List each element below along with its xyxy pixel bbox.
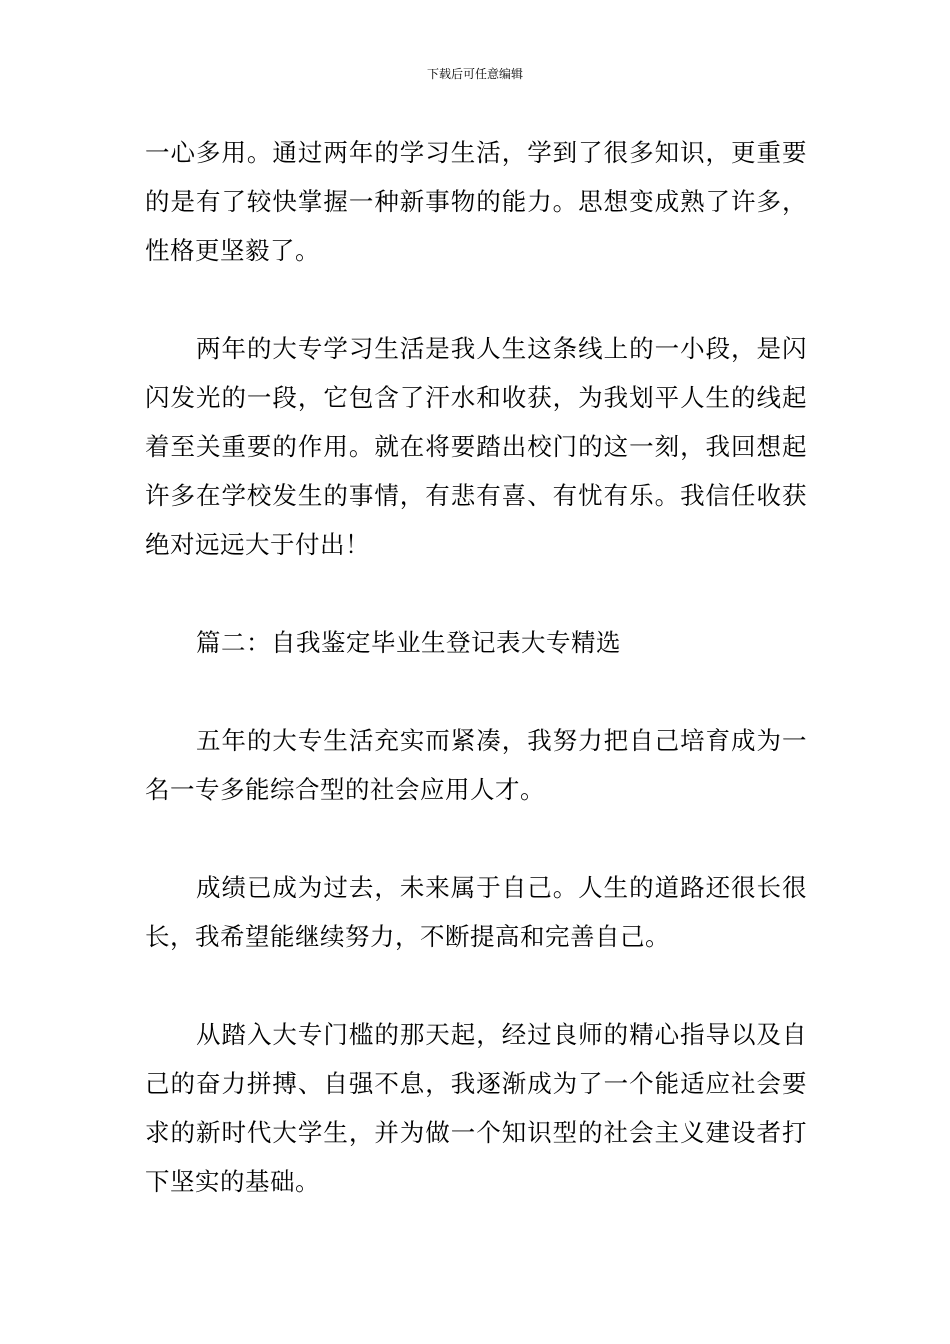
paragraph-2: 两年的大专学习生活是我人生这条线上的一小段，是闪闪发光的一段，它包含了汗水和收获，为我划平人生的线起着至关重要的作用。就在将要踏出校门的这一刻，我回想起许多在学校发生的事情，有悲有喜、有忧有乐。我信任收获绝对远远大于付出！ <box>145 334 807 559</box>
section-heading: 篇二：自我鉴定毕业生登记表大专精选 <box>196 628 621 657</box>
paragraph-3: 五年的大专生活充实而紧凑，我努力把自己培育成为一名一专多能综合型的社会应用人才。 <box>145 726 807 804</box>
document-body <box>145 128 807 1206</box>
page-header <box>0 64 950 84</box>
paragraph-5: 从踏入大专门槛的那天起，经过良师的精心指导以及自己的奋力拼搏、自强不息，我逐渐成为了一个能适应社会要求的新时代大学生，并为做一个知识型的社会主义建设者打下坚实的基础。 <box>145 1020 807 1196</box>
paragraph-1: 一心多用。通过两年的学习生活，学到了很多知识，更重要的是有了较快掌握一种新事物的能力。思想变成熟了许多，性格更坚毅了。 <box>145 138 807 265</box>
header-note: 下载后可任意编辑 <box>426 67 523 81</box>
paragraph-4: 成绩已成为过去，未来属于自己。人生的道路还很长很长，我希望能继续努力，不断提高和完善自己。 <box>145 873 807 951</box>
